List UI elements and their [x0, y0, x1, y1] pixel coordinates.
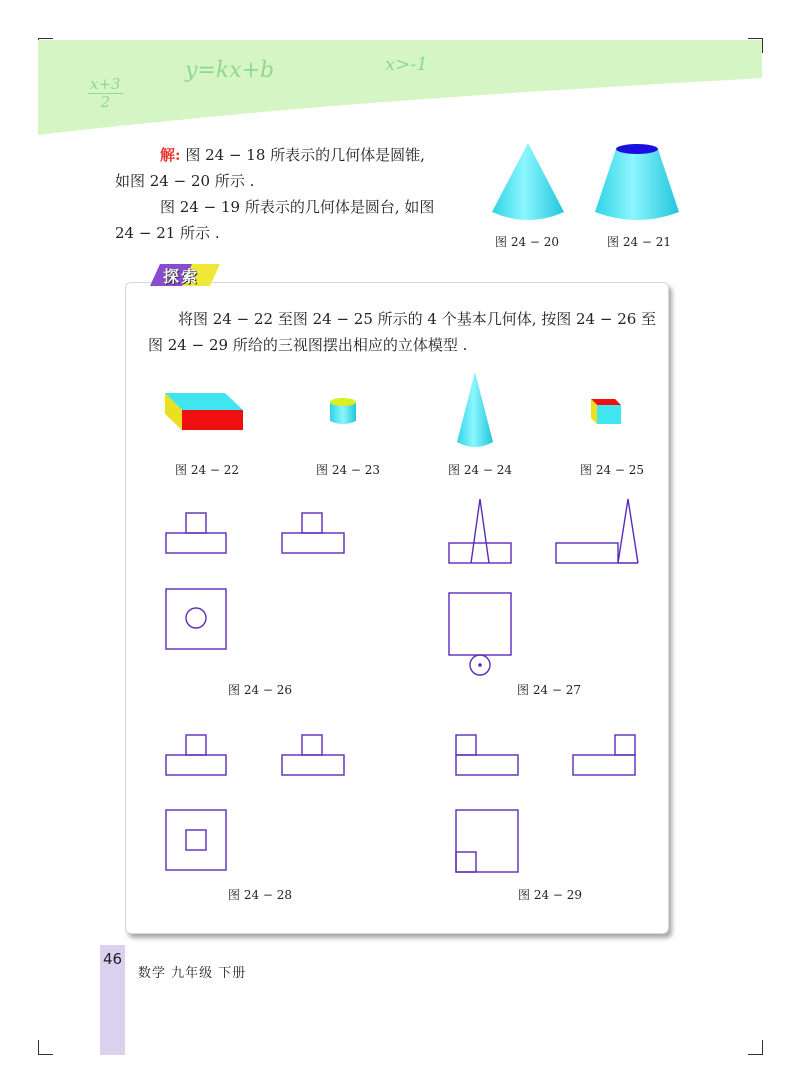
header-math-line: y=kx+b: [185, 58, 275, 83]
caption-fig-24-22: 图 24 − 22: [175, 463, 240, 477]
three-view-fig-24-27: [445, 495, 650, 680]
three-view-fig-24-28: [160, 728, 360, 878]
solution-line-1-text: 图 24 − 18 所表示的几何体是圆锥,: [185, 146, 425, 164]
three-view-fig-24-29: [450, 728, 650, 878]
caption-fig-24-28: 图 24 − 28: [228, 888, 293, 902]
solution-line-1: [160, 142, 425, 168]
front-view: [166, 735, 226, 775]
three-view-fig-24-26: [160, 505, 360, 665]
cube-figure: [588, 396, 624, 426]
fraction-numerator: x+3: [90, 75, 121, 93]
top-view: [456, 810, 518, 872]
side-view: [282, 513, 344, 553]
explore-tag-label: 探索: [163, 267, 200, 286]
explore-line-1: 将图 24 − 22 至图 24 − 25 所示的 4 个基本几何体, 按图 24 − 26 至: [178, 310, 657, 328]
header-math-fraction: [88, 76, 123, 111]
footer-book-title: 数学 九年级 下册: [138, 966, 247, 981]
explore-line-2: 图 24 − 29 所给的三视图摆出相应的立体模型 .: [148, 336, 468, 354]
top-view: [449, 593, 511, 675]
caption-fig-24-26: 图 24 − 26: [228, 683, 293, 697]
caption-fig-24-29: 图 24 − 29: [518, 888, 583, 902]
cylinder-figure: [326, 395, 360, 429]
cuboid-figure: [160, 388, 250, 434]
crop-mark-bottom-right: [748, 1040, 763, 1055]
caption-fig-24-23: 图 24 − 23: [316, 463, 381, 477]
caption-fig-24-20: 图 24 − 20: [495, 235, 560, 249]
caption-fig-24-25: 图 24 − 25: [580, 463, 645, 477]
side-view: [282, 735, 344, 775]
side-view: [573, 735, 635, 775]
top-view: [166, 810, 226, 870]
crop-mark-bottom-left: [38, 1040, 53, 1055]
solution-line-3: 图 24 − 19 所表示的几何体是圆台, 如图: [160, 198, 435, 216]
caption-fig-24-21: 图 24 − 21: [607, 235, 672, 249]
header-math-inequality: x>-1: [385, 54, 428, 75]
caption-fig-24-27: 图 24 − 27: [517, 683, 582, 697]
cone-figure: [488, 140, 568, 225]
solution-label: 解:: [160, 146, 181, 164]
front-view: [449, 499, 511, 563]
front-view: [456, 735, 518, 775]
solution-line-2: 如图 24 − 20 所示 .: [115, 172, 255, 190]
page-number: 46: [103, 950, 123, 968]
front-view: [166, 513, 226, 553]
side-view: [556, 499, 638, 563]
frustum-figure: [592, 140, 682, 225]
solution-line-4: 24 − 21 所示 .: [115, 224, 220, 242]
fraction-denominator: 2: [100, 93, 111, 111]
top-view: [166, 589, 226, 649]
tall-cone-figure: [452, 370, 498, 452]
caption-fig-24-24: 图 24 − 24: [448, 463, 513, 477]
